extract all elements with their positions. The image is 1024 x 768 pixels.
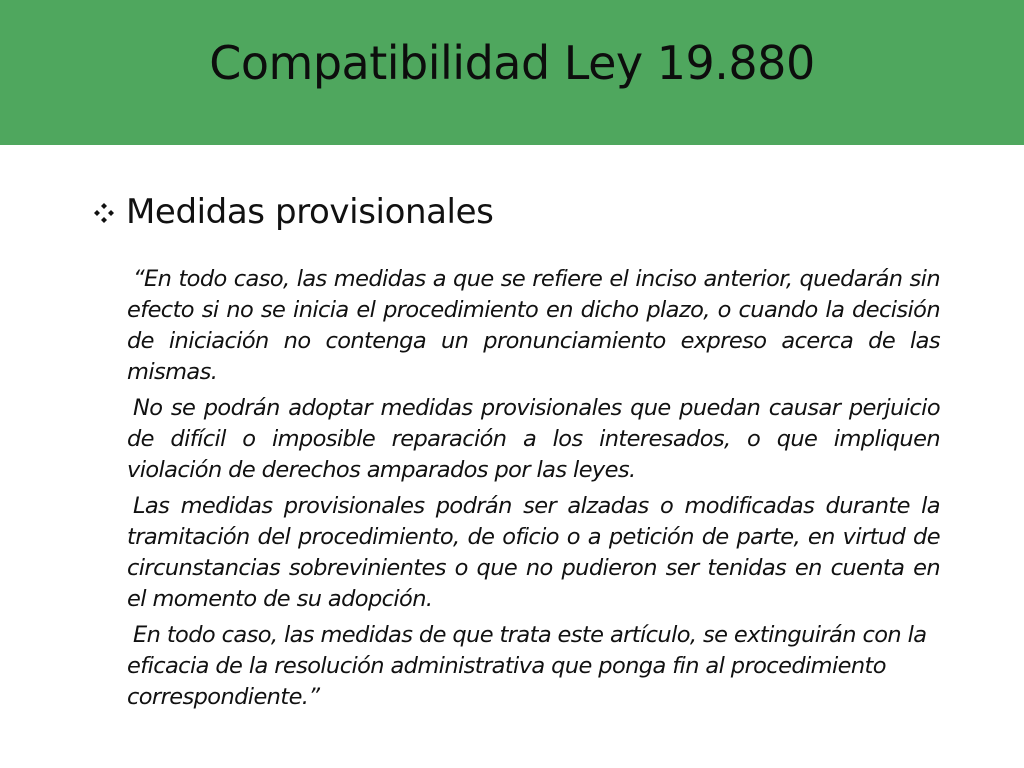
- bullet-label: Medidas provisionales: [126, 192, 494, 232]
- diamond-bullet-icon: [92, 201, 116, 225]
- bullet-row: [92, 192, 493, 232]
- slide-title: Compatibilidad Ley 19.880: [209, 36, 815, 90]
- quote-block: [127, 264, 940, 718]
- quote-paragraph-1: “En todo caso, las medidas a que se refiere el inciso anterior, quedarán sin efecto si no se inicia el procedimiento en dicho plazo, o cuando la decisión de iniciación no contenga un pronunciamiento expreso acerca de las mismas.: [127, 266, 940, 385]
- quote-paragraph-3: Las medidas provisionales podrán ser alzadas o modificadas durante la tramitación del procedimiento, de oficio o a petición de parte, en virtud de circunstancias sobrevinientes o que no pudieron ser tenidas en cuenta en el momento de su adopción.: [127, 493, 940, 612]
- quote-paragraph-4: En todo caso, las medidas de que trata este artículo, se extinguirán con la eficacia de la resolución administrativa que ponga fin al procedimiento correspondiente.”: [127, 622, 927, 710]
- quote-paragraph-2: No se podrán adoptar medidas provisionales que puedan causar perjuicio de difícil o imposible reparación a los interesados, o que impliquen violación de derechos amparados por las leyes.: [127, 395, 940, 483]
